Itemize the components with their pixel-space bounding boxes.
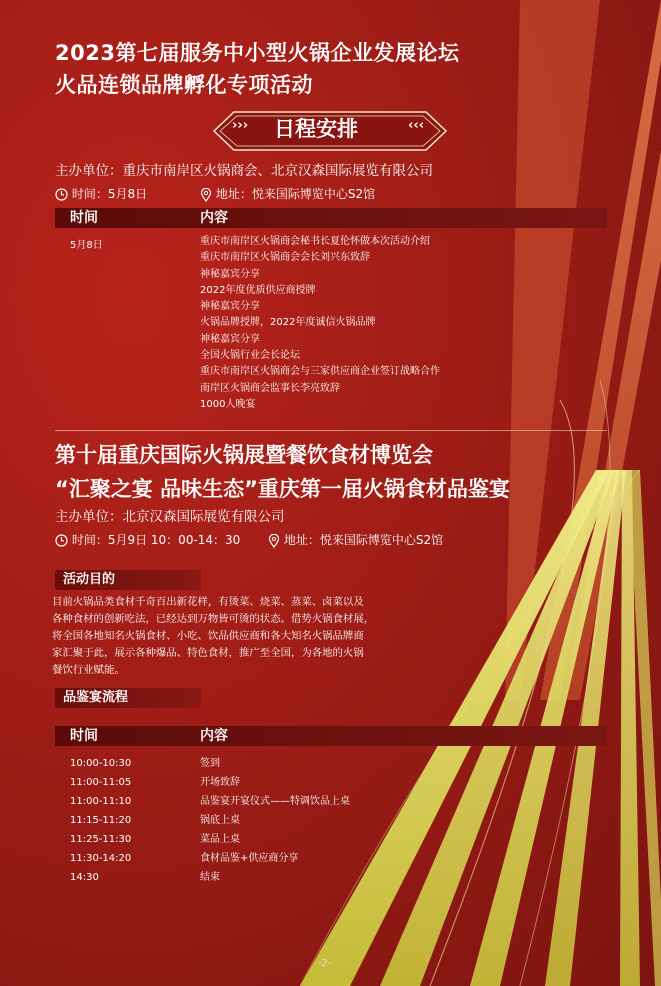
event2-organizer: 主办单位：北京汉森国际展览有限公司	[55, 509, 285, 525]
event1-item: 南岸区火锅商会监事长李亮致辞	[200, 382, 340, 394]
event1-item: 神秘嘉宾分享	[200, 333, 260, 345]
event2-header-content: 内容	[200, 728, 228, 744]
purpose-line: 家汇聚于此，展示各种爆品、特色食材，推广至全国，为各地的火锅	[52, 647, 364, 659]
event1-address: 地址：悦来国际博览中心S2馆	[215, 187, 376, 201]
event1-item: 火锅品牌授牌，2022年度诚信火锅品牌	[200, 317, 376, 329]
purpose-line: 目前火锅品类食材千奇百出新花样，有烫菜、烧菜、蒸菜、卤菜以及	[52, 596, 364, 608]
event1-item: 神秘嘉宾分享	[200, 301, 260, 313]
flow-row-time: 11:30-14:20	[70, 853, 132, 864]
event1-time: 时间：5月8日	[71, 187, 148, 201]
purpose-label: 活动目的	[55, 570, 201, 590]
flow-row-time: 10:00-10:30	[70, 758, 132, 769]
flow-row-content: 开场致辞	[200, 777, 240, 788]
event1-title-line1: 2023第七届服务中小型火锅企业发展论坛	[55, 41, 460, 65]
flow-row-content: 锅底上桌	[200, 815, 240, 826]
event1-table-header	[55, 208, 607, 228]
flow-row-time: 11:00-11:05	[70, 777, 132, 788]
banner-right-chevrons: ‹‹‹	[408, 118, 425, 133]
event1-item: 重庆市南岸区火锅商会与三家供应商企业签订战略合作	[200, 366, 440, 378]
flow-row-content: 菜品上桌	[200, 834, 240, 845]
event1-item: 重庆市南岸区火锅商会秘书长夏伦怀做本次活动介绍	[200, 236, 430, 247]
event1-item: 重庆市南岸区火锅商会会长刘兴东致辞	[200, 252, 370, 264]
event2-address-row	[268, 532, 443, 548]
flow-row-time: 11:25-11:30	[70, 834, 132, 845]
event1-items-list	[200, 234, 440, 413]
banner-left-chevrons: ›››	[232, 118, 249, 133]
event2-time: 时间：5月9日 10：00-14：30	[71, 533, 241, 547]
flow-row-time: 14:30	[70, 872, 99, 883]
location-pin-icon	[268, 534, 280, 548]
clock-icon	[55, 188, 68, 201]
flow-row-content: 签到	[200, 758, 220, 769]
page-number: -2-	[318, 958, 332, 969]
event1-title-line2: 火品连锁品牌孵化专项活动	[55, 73, 313, 97]
flow-row-content: 品鉴宴开宴仪式——特调饮品上桌	[200, 796, 350, 807]
section-divider	[55, 430, 607, 431]
event1-item: 2022年度优质供应商授牌	[200, 284, 316, 296]
flow-row-content: 结束	[200, 872, 220, 883]
schedule-banner-title: 日程安排	[274, 117, 358, 141]
purpose-paragraph	[52, 594, 412, 679]
event1-organizer: 主办单位：重庆市南岸区火锅商会、北京汉森国际展览有限公司	[55, 163, 433, 179]
event2-table-header	[55, 726, 607, 746]
event1-header-content: 内容	[200, 210, 228, 226]
flow-row-content: 食材品鉴+供应商分享	[200, 853, 299, 864]
flow-label: 品鉴宴流程	[55, 688, 201, 708]
event2-time-row	[55, 532, 240, 548]
purpose-line: 各种食材的创新吃法，已经达到万物皆可烫的状态。借势火锅食材展，	[52, 613, 375, 625]
event1-item: 1000人晚宴	[200, 398, 256, 410]
event2-address: 地址：悦来国际博览中心S2馆	[283, 533, 444, 547]
flow-row-time: 11:15-11:20	[70, 815, 132, 826]
event1-item: 神秘嘉宾分享	[200, 268, 260, 280]
event2-title-line2: “汇聚之宴 品味生态”重庆第一届火锅食材品鉴宴	[55, 477, 510, 501]
event1-item: 全国火锅行业会长论坛	[200, 350, 300, 362]
event1-date: 5月8日	[70, 240, 103, 251]
event1-header-time: 时间	[70, 210, 98, 226]
flow-row-time: 11:00-11:10	[70, 796, 132, 807]
purpose-line: 餐饮行业赋能。	[52, 664, 125, 676]
event2-title-line1: 第十届重庆国际火锅展暨餐饮食材博览会	[55, 443, 433, 467]
clock-icon	[55, 534, 68, 547]
event2-header-time: 时间	[70, 728, 98, 744]
event1-address-row	[200, 186, 375, 202]
purpose-line: 将全国各地知名火锅食材、小吃、饮品供应商和各大知名火锅品牌商	[52, 630, 364, 642]
location-pin-icon	[200, 188, 212, 202]
event1-time-row	[55, 186, 147, 202]
